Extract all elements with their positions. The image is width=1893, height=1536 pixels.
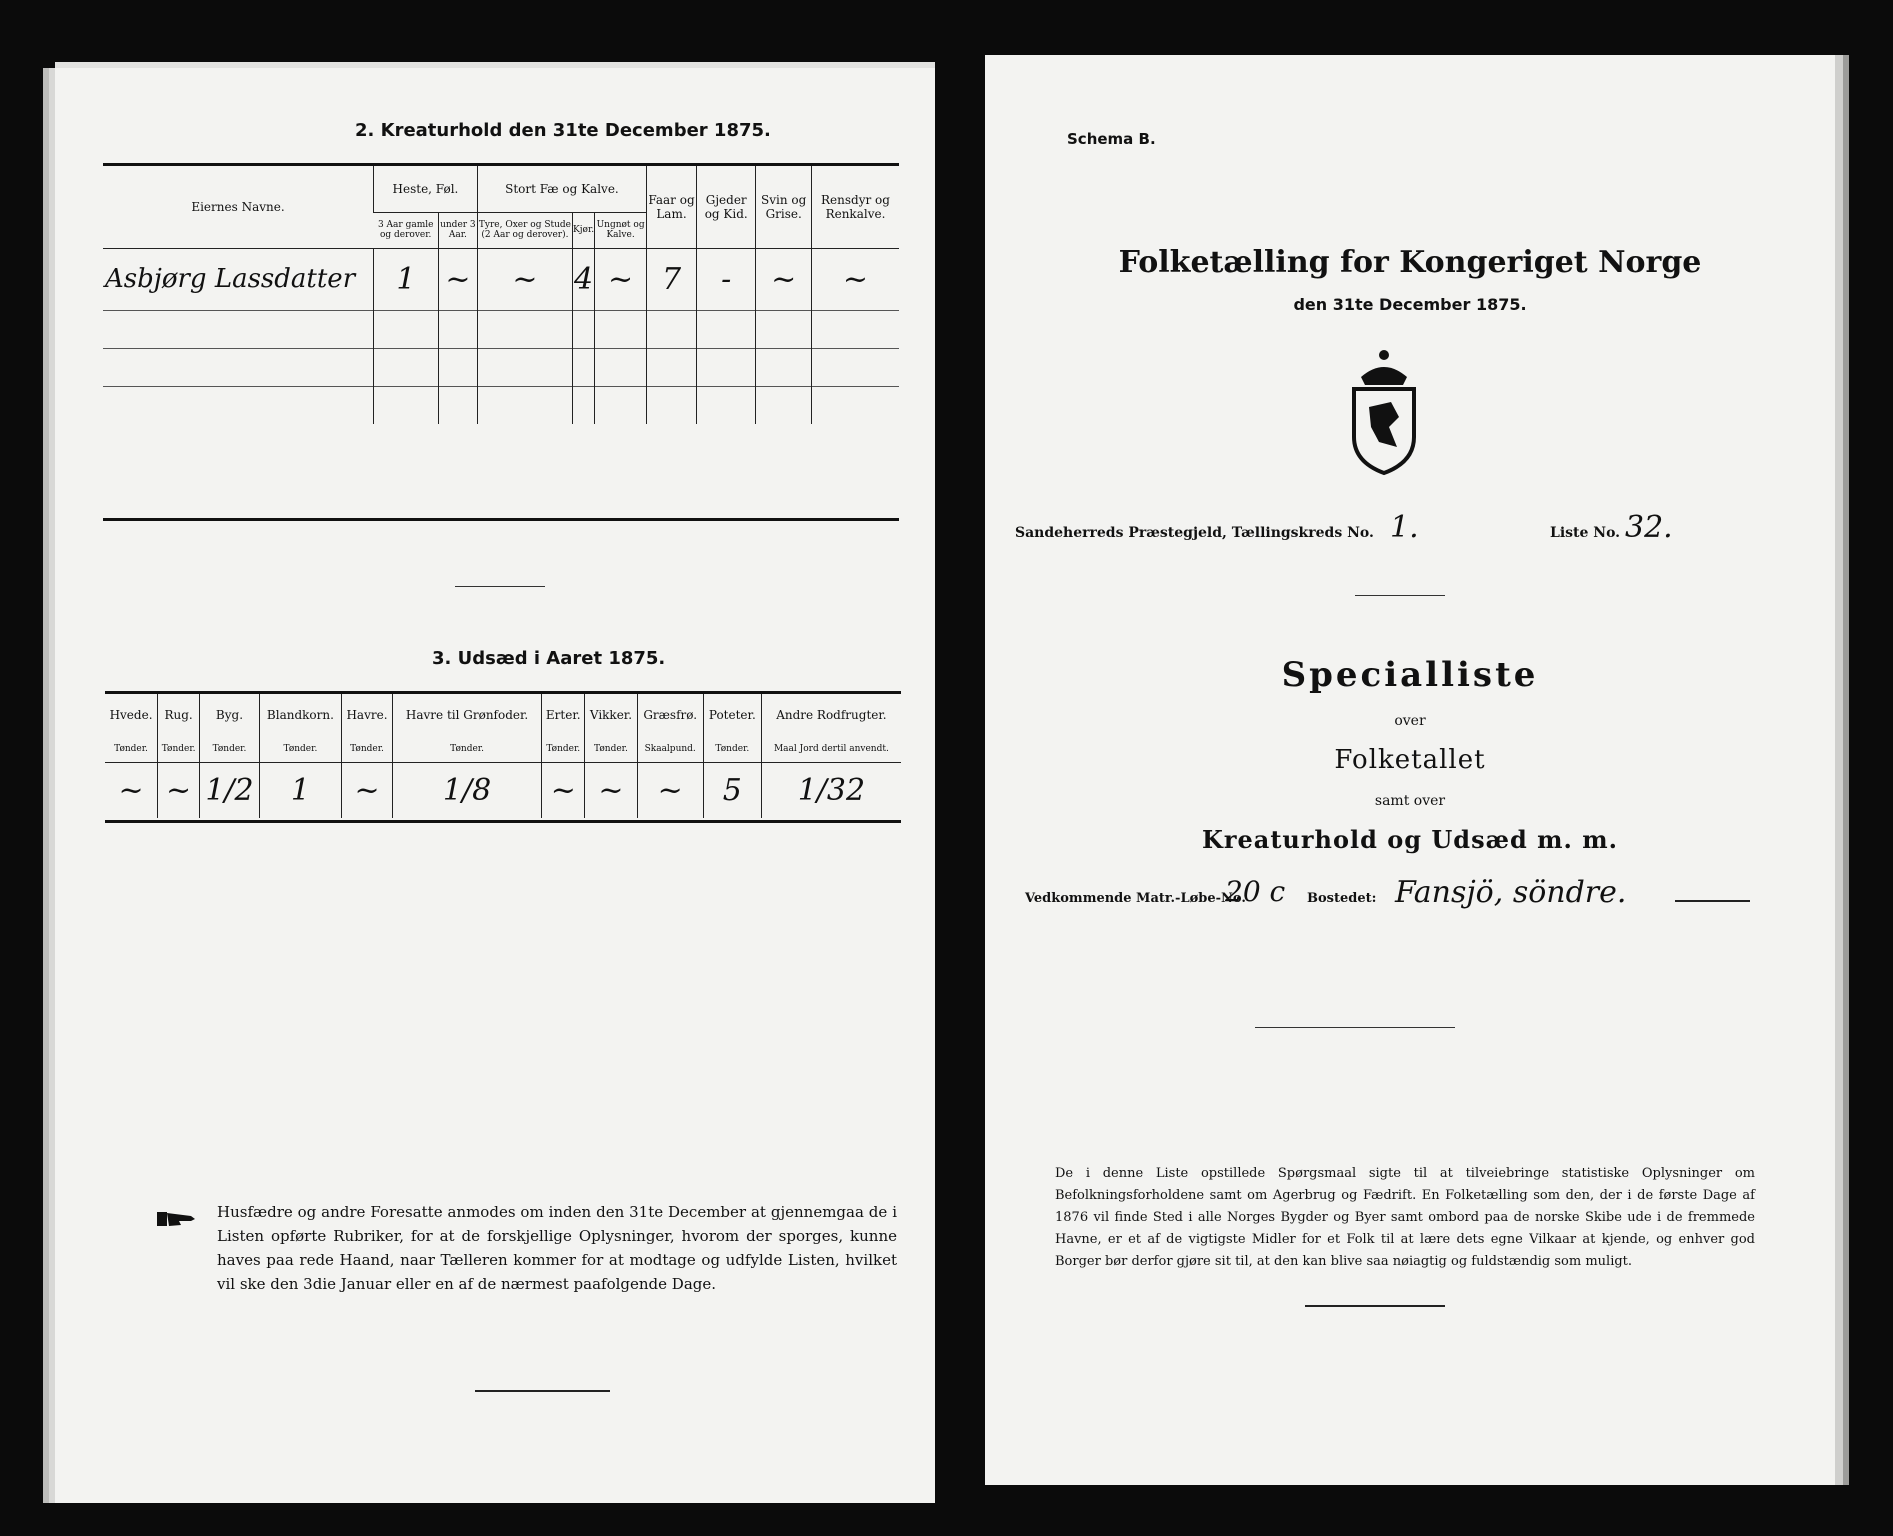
prestegjeld-label: Sandeherreds Præstegjeld, Tællingskreds No. [1015,525,1374,541]
right-page [985,55,1835,1485]
seed-value: ~ [118,772,144,808]
rensdyr-header: Rensdyr og Renkalve. [811,166,899,248]
seed-value: ~ [342,762,393,818]
table-cell: - [697,248,756,310]
coat-of-arms-icon [1339,347,1429,477]
seed-col-header: Havre. [342,694,393,736]
seed-value: 5 [703,762,761,818]
seed-col-header: Græsfrø. [637,694,703,736]
bosted-value: Fansjö, söndre. [1395,875,1627,910]
seed-col-unit: Tønder. [259,736,341,762]
seed-col-header: Blandkorn. [259,694,341,736]
footer-text: De i denne Liste opstillede Spørgsmaal sigte til at tilveiebringe statistiske Oplysninger om Befolkningsforholdene samt om Agerbrug og Fædrift. En Folketælling som den, der i de første Dage af 1876 vil finde Sted i alle Norges Bygder og Byer samt ombord paa de norske Skibe ude i de fremmede Havne, er et af de vigtigste Midler for et Folk til at lære dets egne Vilkaar at kjende, og enhver god Borger bør derfor gjøre sit til, at den kan blive saa nøiagtig og fuldstændig som muligt. [1055,1166,1755,1269]
seed-value: ~ [637,762,703,818]
table-cell: ~ [595,248,647,310]
section3-title: 3. Udsæd i Aaret 1875. [432,648,666,669]
livestock-table [103,166,899,424]
seed-value: ~ [585,762,637,818]
bosted-label: Bostedet: [1307,891,1377,906]
schema-label: Schema B. [1067,130,1156,148]
owner-header: Eiernes Navne. [191,199,285,214]
seed-col-unit: Tønder. [585,736,637,762]
stortfae-b-header: Kjør. [573,212,595,248]
table-bottom-rule [103,518,899,521]
seed-col-header: Andre Rodfrugter. [761,694,901,736]
seed-col-unit: Tønder. [392,736,541,762]
seed-col-header: Byg. [200,694,260,736]
kreaturhold-heading: Kreaturhold og Udsæd m. m. [1202,825,1618,854]
pointing-hand-icon [157,1208,197,1230]
seed-col-header: Erter. [542,694,585,736]
liste-label: Liste No. [1550,525,1621,541]
seed-col-unit: Tønder. [200,736,260,762]
matr-label: Vedkommende Matr.-Løbe-No. [1025,891,1246,906]
stortfae-header: Stort Fæ og Kalve. [477,166,646,212]
table-cell: ~ [811,248,899,310]
seed-col-unit: Tønder. [703,736,761,762]
gjeder-header: Gjeder og Kid. [697,166,756,248]
stortfae-c-header: Ungnøt og Kalve. [595,212,647,248]
seed-value: 1/32 [761,762,901,818]
stortfae-a-header: Tyre, Oxer og Stude (2 Aar og derover). [477,212,572,248]
svin-header: Svin og Grise. [756,166,812,248]
date-line: den 31te December 1875. [1293,295,1527,314]
table-cell: 1 [374,248,439,310]
seed-col-unit: Tønder. [342,736,393,762]
folketallet-heading: Folketallet [1334,745,1486,775]
table-cell: ~ [438,248,477,310]
matr-number: 20 c [1225,875,1286,908]
seed-value: ~ [542,762,585,818]
specialliste-heading: Specialliste [1281,655,1539,695]
left-page [55,68,935,1503]
table-cell: 4 [573,248,595,310]
seed-col-unit: Maal Jord dertil anvendt. [761,736,901,762]
seed-col-header: Hvede. [109,708,153,722]
seed-col-unit: Tønder. [114,743,148,754]
seed-col-header: Poteter. [703,694,761,736]
seed-value: 1/8 [392,762,541,818]
seed-col-header: Rug. [158,694,200,736]
notice-text: Husfædre og andre Foresatte anmodes om inden den 31te December at gjennemgaa de i Listen opførte Rubriker, for at de forskjellige Oplysninger, hvorom der sporges, kunne haves paa rede Haand, naar Tælleren kommer for at modtage og udfylde Listen, hvilket vil ske den 3die Januar eller en af de nærmest paafolgende Dage. [217,1203,897,1293]
heste-b-header: under 3 Aar. [438,212,477,248]
faar-header: Faar og Lam. [646,166,696,248]
heste-header: Heste, Føl. [374,166,478,212]
seed-value: 1/2 [200,762,260,818]
seed-col-unit: Tønder. [158,736,200,762]
divider [455,586,545,587]
section2-title: 2. Kreaturhold den 31te December 1875. [355,120,771,141]
table-cell: 7 [646,248,696,310]
main-title: Folketælling for Kongeriget Norge [1118,245,1702,280]
samt-over-text: samt over [1374,793,1446,809]
liste-number: 32. [1625,510,1673,545]
seed-value: 1 [259,762,341,818]
seed-col-unit: Skaalpund. [637,736,703,762]
divider [1255,1027,1455,1028]
table-bottom-rule [105,820,901,823]
seed-col-header: Vikker. [585,694,637,736]
divider [1675,900,1750,902]
divider [475,1390,610,1392]
heste-a-header: 3 Aar gamle og derover. [377,220,434,240]
seed-col-header: Havre til Grønfoder. [392,694,541,736]
table-cell: ~ [477,248,572,310]
over-text: over [1394,713,1426,729]
kreds-number: 1. [1390,510,1419,545]
seed-value: ~ [158,762,200,818]
divider [1305,1305,1445,1307]
table-cell: ~ [756,248,812,310]
seed-table [105,694,901,818]
divider [1355,595,1445,596]
owner-name: Asbjørg Lassdatter [105,264,356,294]
seed-col-unit: Tønder. [542,736,585,762]
